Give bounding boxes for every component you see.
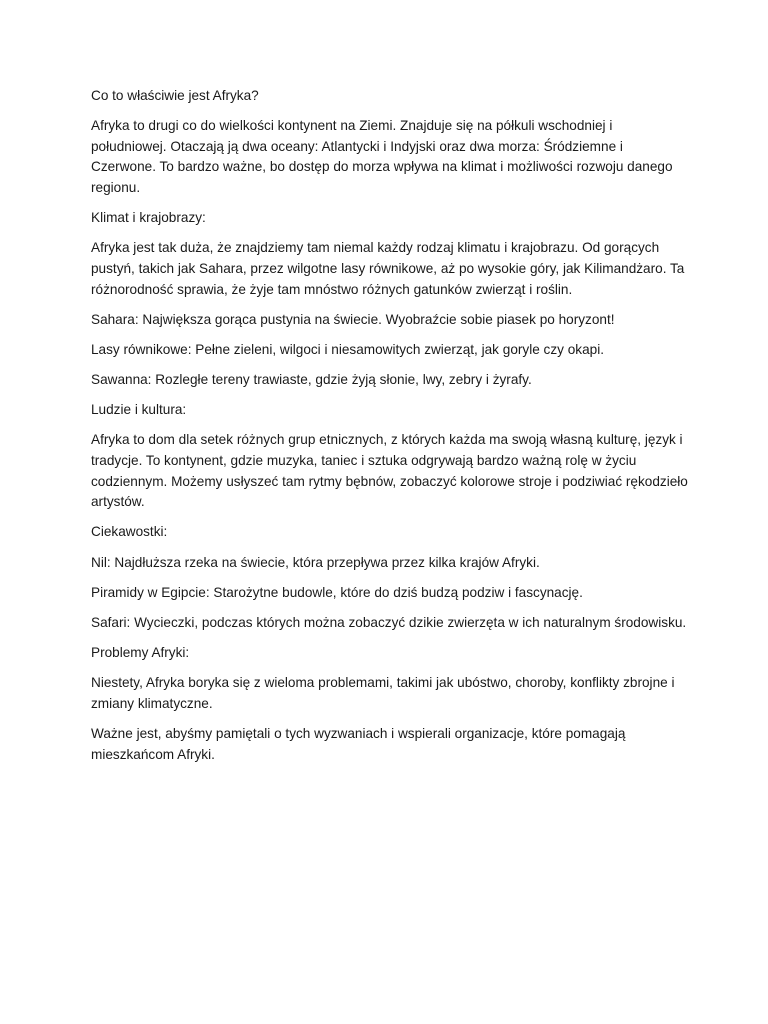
section-heading-problems: Problemy Afryki: [91, 645, 190, 661]
paragraph-problems: Niestety, Afryka boryka się z wieloma problemami, takimi jak ubóstwo, choroby, konflikty zbrojne i zmiany klimatyczne. [91, 675, 675, 711]
section-heading-climate: Klimat i krajobrazy: [91, 210, 206, 226]
document-title-question: Co to właściwie jest Afryka? [91, 88, 259, 103]
paragraph-africa-intro: Afryka to drugi co do wielkości kontynent na Ziemi. Znajduje się na półkuli wschodniej i południowej. Otaczają ją dwa oceany: Atlantycki i Indyjski oraz dwa morza: Śródziemne i Czerwone. To bardzo ważne, bo dostęp do morza wpływa na klimat i możliwości rozwoju danego regionu. [91, 118, 673, 195]
paragraph-savanna: Sawanna: Rozległe tereny trawiaste, gdzie żyją słonie, lwy, zebry i żyrafy. [91, 372, 532, 388]
document-body [91, 86, 688, 765]
paragraph-climate: Afryka jest tak duża, że znajdziemy tam niemal każdy rodzaj klimatu i krajobrazu. Od gorących pustyń, takich jak Sahara, przez wilgotne lasy równikowe, aż po wysokie góry, jak Kilimandżaro. Ta różnorodność sprawia, że żyje tam mnóstwo różnych gatunków zwierząt i roślin. [91, 240, 685, 297]
paragraph-people-culture: Afryka to dom dla setek różnych grup etnicznych, z których każda ma swoją własną kulturę, język i tradycje. To kontynent, gdzie muzyka, taniec i sztuka odgrywają bardzo ważną rolę w życiu codziennym. Możemy usłyszeć tam rytmy bębnów, zobaczyć kolorowe stroje i podziwiać rękodzieło artystów. [91, 432, 688, 510]
paragraph-sahara: Sahara: Największa gorąca pustynia na świecie. Wyobraźcie sobie piasek po horyzont! [91, 311, 615, 327]
paragraph-conclusion: Ważne jest, abyśmy pamiętali o tych wyzwaniach i wspierali organizacje, które pomagają mieszkańcom Afryki. [91, 726, 626, 762]
paragraph-rainforests: Lasy równikowe: Pełne zieleni, wilgoci i niesamowitych zwierząt, jak goryle czy okapi. [91, 341, 604, 357]
paragraph-pyramids: Piramidy w Egipcie: Starożytne budowle, które do dziś budzą podziw i fascynację. [91, 584, 583, 600]
paragraph-safari: Safari: Wycieczki, podczas których można zobaczyć dzikie zwierzęta w ich naturalnym środowisku. [91, 615, 687, 630]
section-heading-facts: Ciekawostki: [91, 524, 168, 540]
paragraph-nile: Nil: Najdłuższa rzeka na świecie, która przepływa przez kilka krajów Afryki. [91, 554, 540, 570]
section-heading-people-culture: Ludzie i kultura: [91, 402, 187, 418]
